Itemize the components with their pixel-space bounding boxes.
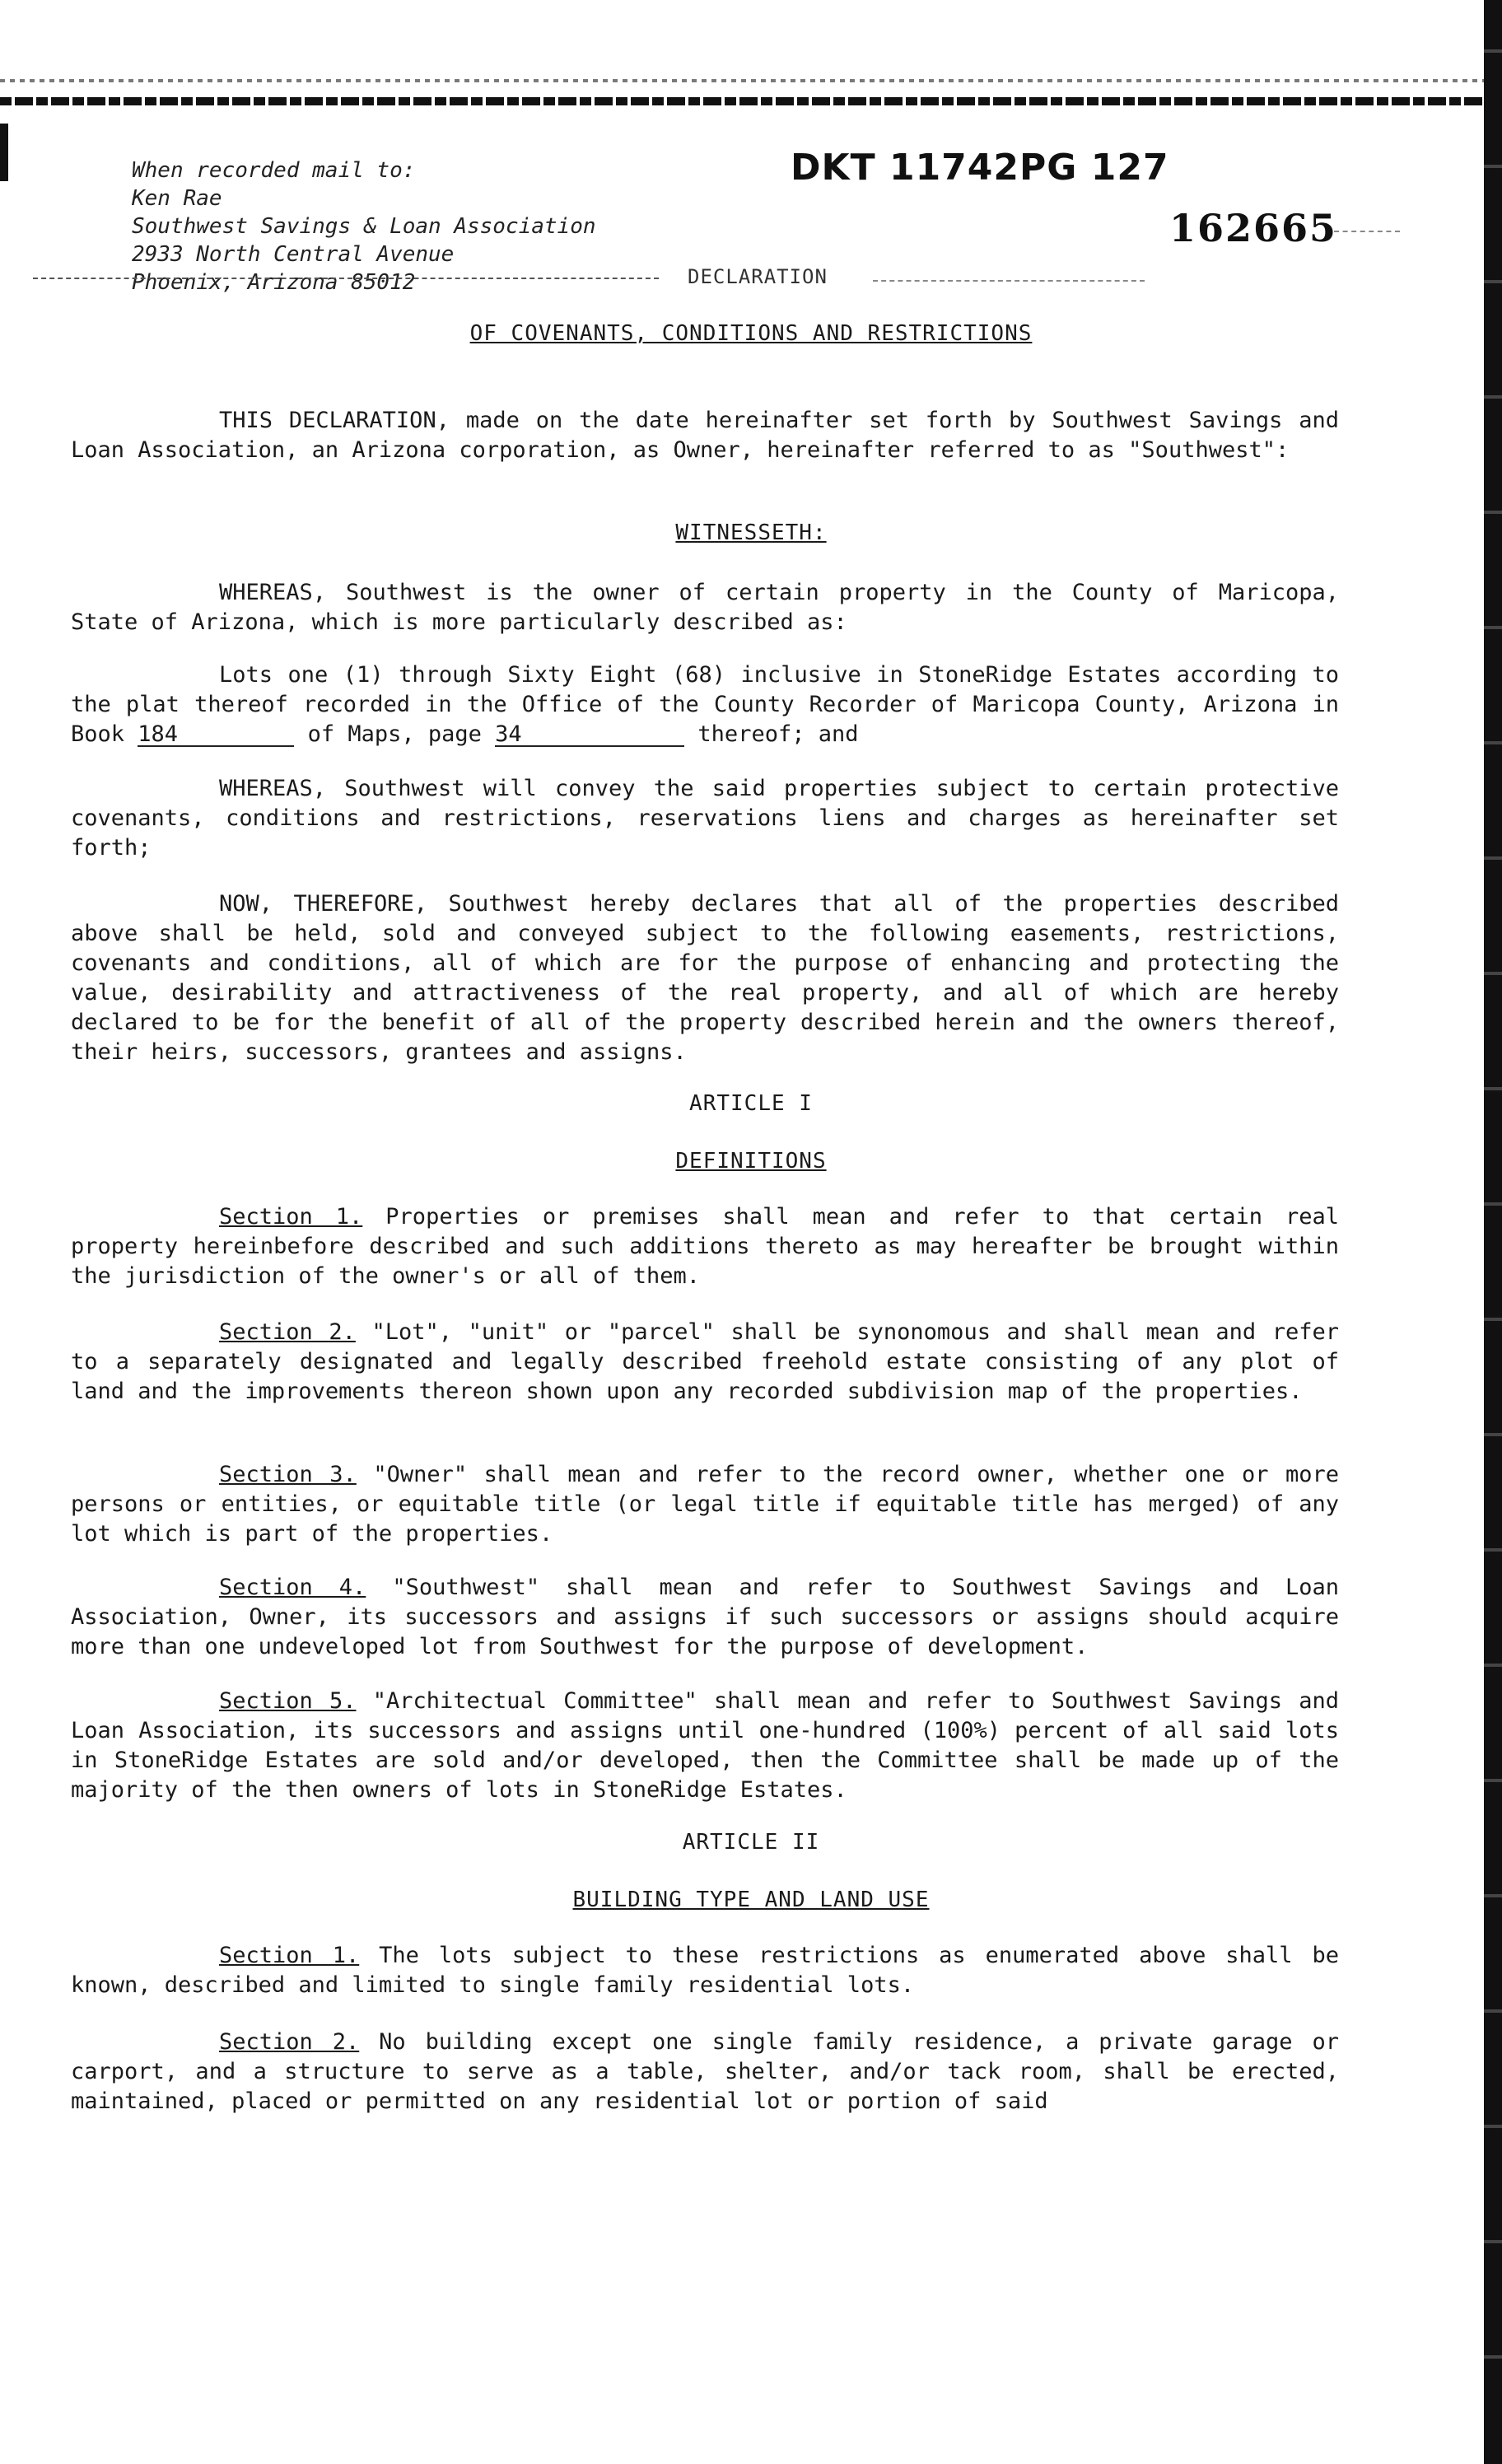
scan-right-border [1484, 0, 1502, 2464]
divider [873, 280, 1145, 282]
section-paragraph: Section 3. "Owner" shall mean and refer to the record owner, whether one or more persons or entities, or equitable title (or legal title if equitable title has merged) of any lot which is part of the properties. [71, 1462, 1339, 1547]
scan-edge-dots [0, 79, 1502, 82]
mail-to-line: When recorded mail to: [132, 158, 416, 183]
article-label: ARTICLE II [682, 1830, 820, 1855]
divider [1334, 231, 1400, 232]
document-title: OF COVENANTS, CONDITIONS AND RESTRICTIONS [469, 321, 1033, 346]
page-number: 34 [495, 724, 684, 747]
now-therefore-paragraph: NOW, THEREFORE, Southwest hereby declares that all of the properties described above shall be held, sold and conveyed subject to the following easements, restrictions, covenants and conditions, all of which are for the purpose of enhancing and protecting the value, desirability and attractiveness of the real property, and all of which are hereby declared to be for the benefit of all of the property described herein and the owners thereof, their heirs, successors, grantees and assigns. [71, 891, 1339, 1065]
book-number: 184 [138, 724, 294, 747]
mail-to-line: Ken Rae [132, 186, 222, 211]
scan-top-border [0, 97, 1502, 105]
section-paragraph: Section 2. No building except one single family residence, a private garage or carport, and a structure to serve as a table, shelter, and/or tack room, shall be erected, maintained, placed or permitted on any residential lot or portion of said [71, 2029, 1339, 2114]
divider [33, 278, 659, 279]
scan-left-mark [0, 124, 8, 181]
whereas-paragraph-2: WHEREAS, Southwest will convey the said properties subject to certain protective covenants, conditions and restrictions, reservations liens and charges as hereinafter set forth; [71, 776, 1339, 861]
mail-to-line: 2933 North Central Avenue [132, 242, 455, 267]
docket-stamp: DKT 11742PG 127 [791, 147, 1169, 189]
section-paragraph: Section 1. Properties or premises shall mean and refer to that certain real property hereinbefore described and such additions thereto as may hereafter be brought within the jurisdiction of the owner's or all of them. [71, 1204, 1339, 1289]
section-paragraph: Section 5. "Architectual Committee" shall mean and refer to Southwest Savings and Loan Association, its successors and assigns until one-hundred (100%) percent of all said lots in StoneRidge Estates are sold and/or developed, then the Committee shall be made up of the majority of the then owners of lots in StoneRidge Estates. [71, 1688, 1339, 1803]
mail-to-line: Southwest Savings & Loan Association [132, 214, 596, 239]
article-title: DEFINITIONS [675, 1149, 827, 1174]
mail-to-line: Phoenix, Arizona 85012 [132, 270, 416, 295]
section-paragraph: Section 4. "Southwest" shall mean and refer to Southwest Savings and Loan Association, Owner, its successors and assigns if such successors or assigns should acquire more than one undeveloped lot from Southwest for the purpose of development. [71, 1575, 1339, 1659]
article-title: BUILDING TYPE AND LAND USE [572, 1888, 930, 1912]
mail-to-block [132, 156, 596, 296]
record-number: 162665 [1169, 206, 1338, 250]
intro-paragraph: THIS DECLARATION, made on the date hereinafter set forth by Southwest Savings and Loan Association, an Arizona corporation, as Owner, hereinafter referred to as "Southwest": [71, 408, 1339, 463]
whereas-paragraph: WHEREAS, Southwest is the owner of certain property in the County of Maricopa, State of Arizona, which is more particularly described as: [71, 580, 1339, 635]
section-paragraph: Section 2. "Lot", "unit" or "parcel" shall be synonomous and shall mean and refer to a separately designated and legally described freehold estate consisting of any plot of land and the improvements thereon shown upon any recorded subdivision map of the properties. [71, 1319, 1339, 1404]
declaration-label: DECLARATION [688, 265, 828, 288]
witnesseth-heading: WITNESSETH: [675, 520, 827, 545]
section-paragraph: Section 1. The lots subject to these restrictions as enumerated above shall be known, described and limited to single family residential lots. [71, 1943, 1339, 1998]
lots-paragraph: Lots one (1) through Sixty Eight (68) inclusive in StoneRidge Estates according to the plat thereof recorded in the Office of the County Recorder of Maricopa County, Arizona in Book 184 of Maps, page 34 thereof; and [71, 662, 1339, 747]
article-label: ARTICLE I [689, 1091, 813, 1116]
